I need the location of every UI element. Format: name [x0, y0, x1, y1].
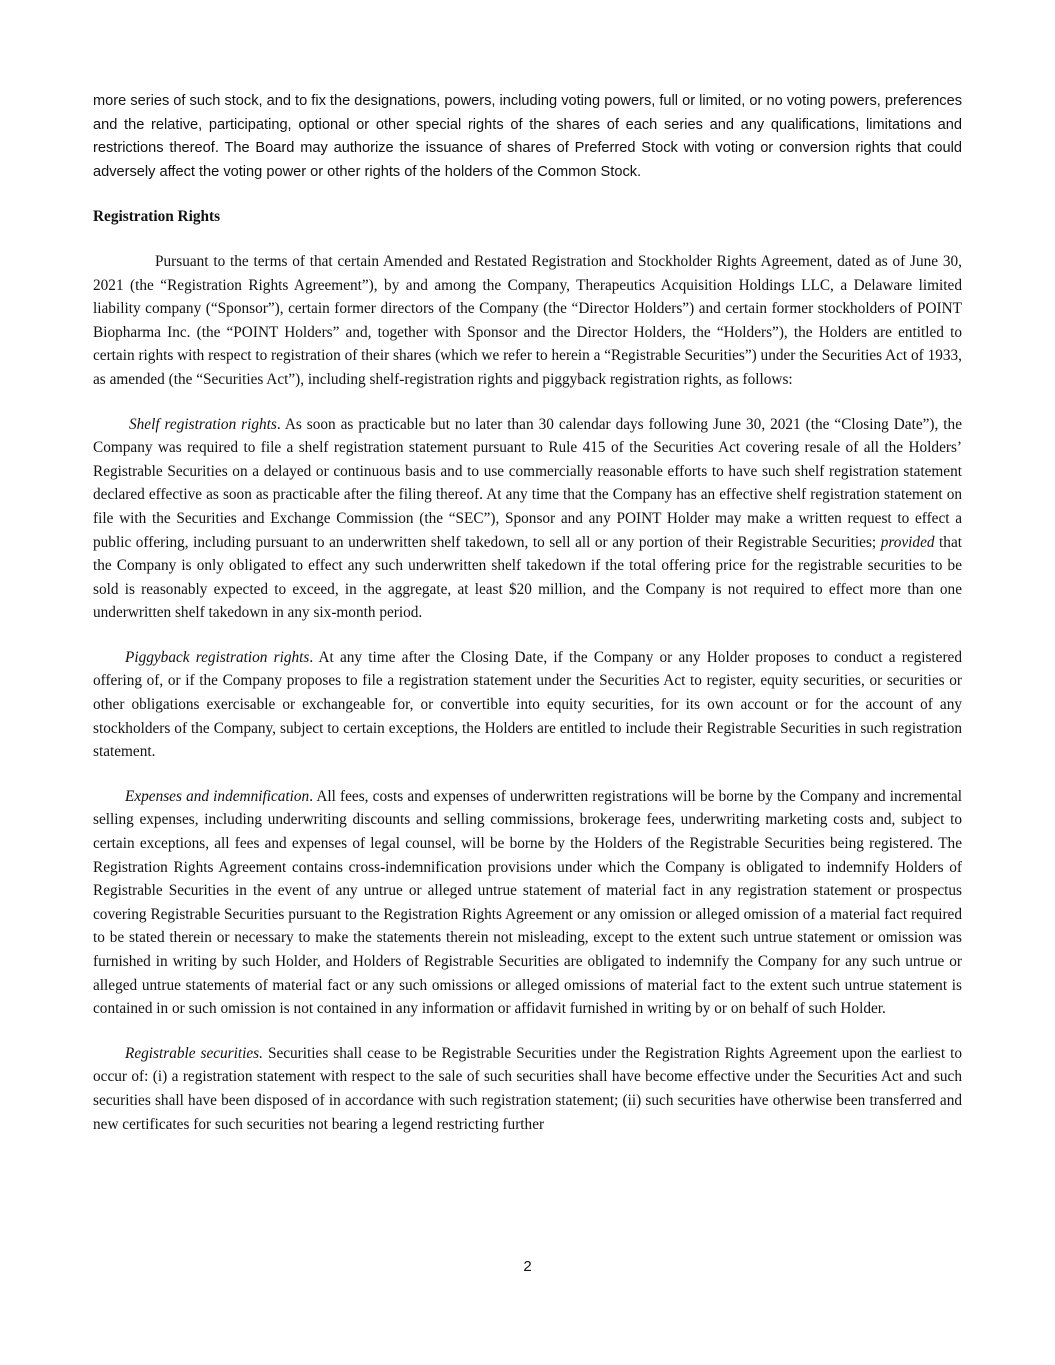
- expenses-text: . All fees, costs and expenses of underwritten registrations will be borne by the Company and incremental selling expenses, including underwriting discounts and selling commissions, brokerage fees, underwriting marketing costs and, subject to certain exceptions, all fees and expenses of legal counsel, will be borne by the Holders of the Registrable Securities being registered. The Registration Rights Agreement contains cross-indemnification provisions under which the Company is obligated to indemnify Holders of Registrable Securities in the event of any untrue or alleged untrue statement of material fact in any registration statement or prospectus covering Registrable Securities pursuant to the Registration Rights Agreement or any omission or alleged omission of a material fact required to be stated therein or necessary to make the statements therein not misleading, except to the extent such untrue statement or omission was furnished in writing by such Holder, and Holders of Registrable Securities are obligated to indemnify the Company for any such untrue or alleged untrue statements of material fact or any such omissions or alleged omissions of material fact to the extent such untrue statement is contained in or such omission is not contained in any information or affidavit furnished in writing by or on behalf of such Holder.: [93, 787, 962, 1018]
- intro-paragraph: more series of such stock, and to fix the designations, powers, including voting powers, full or limited, or no voting powers, preferences and the relative, participating, optional or other special rights of the shares of each series and any qualifications, limitations and restrictions thereof. The Board may authorize the issuance of shares of Preferred Stock with voting or conversion rights that could adversely affect the voting power or other rights of the holders of the Common Stock.: [93, 93, 962, 180]
- registrable-securities-paragraph: [93, 1042, 962, 1136]
- document-page: [93, 90, 962, 1157]
- registrable-securities-text: Securities shall cease to be Registrable Securities under the Registration Rights Agreement upon the earliest to occur of: (i) a registration statement with respect to the sale of such securities shall have become effective under the Securities Act and such securities shall have been disposed of in accordance with such registration statement; (ii) such securities have otherwise been transferred and new certificates for such securities not bearing a legend restricting further: [93, 1044, 962, 1133]
- shelf-registration-text-b: that the Company is only obligated to effect any such underwritten shelf takedown if the total offering price for the registrable securities to be sold is reasonably expected to exceed, in the aggregate, at least $20 million, and the Company is not required to effect more than one underwritten shelf takedown in any six-month period.: [93, 533, 962, 622]
- page-number: 2: [523, 1258, 532, 1275]
- registrable-securities-title: Registrable securities.: [125, 1044, 263, 1062]
- provided-term: provided: [880, 533, 935, 551]
- shelf-registration-paragraph: [93, 413, 962, 625]
- piggyback-paragraph: [93, 646, 962, 764]
- shelf-registration-title: Shelf registration rights: [129, 415, 277, 433]
- shelf-registration-text-a: . As soon as practicable but no later than 30 calendar days following June 30, 2021 (the “Closing Date”), the Company was required to file a shelf registration statement pursuant to Rule 415 of the Securities Act covering resale of all the Holders’ Registrable Securities on a delayed or continuous basis and to use commercially reasonable efforts to have such shelf registration statement declared effective as soon as practicable after the filing thereof. At any time that the Company has an effective shelf registration statement on file with the Securities and Exchange Commission (the “SEC”), Sponsor and any POINT Holder may make a written request to effect a public offering, including pursuant to an underwritten shelf takedown, to sell all or any portion of their Registrable Securities;: [93, 415, 962, 551]
- expenses-title: Expenses and indemnification: [125, 787, 310, 805]
- registration-paragraph: Pursuant to the terms of that certain Amended and Restated Registration and Stockholder Rights Agreement, dated as of June 30, 2021 (the “Registration Rights Agreement”), by and among the Company, Therapeutics Acquisition Holdings LLC, a Delaware limited liability company (“Sponsor”), certain former directors of the Company (the “Director Holders”) and certain former stockholders of POINT Biopharma Inc. (the “POINT Holders” and, together with Sponsor and the Director Holders, the “Holders”), the Holders are entitled to certain rights with respect to registration of their shares (which we refer to herein a “Registrable Securities”) under the Securities Act of 1933, as amended (the “Securities Act”), including shelf-registration rights and piggyback registration rights, as follows:: [93, 252, 962, 388]
- piggyback-title: Piggyback registration rights: [125, 648, 310, 666]
- piggyback-text: . At any time after the Closing Date, if the Company or any Holder proposes to conduct a registered offering of, or if the Company proposes to file a registration statement under the Securities Act to register, equity securities, or securities or other obligations exercisable or exchangeable for, or convertible into equity securities, for its own account or for the account of any stockholders of the Company, subject to certain exceptions, the Holders are entitled to include their Registrable Securities in such registration statement.: [93, 648, 962, 761]
- section-heading: Registration Rights: [93, 208, 221, 226]
- expenses-paragraph: [93, 785, 962, 1021]
